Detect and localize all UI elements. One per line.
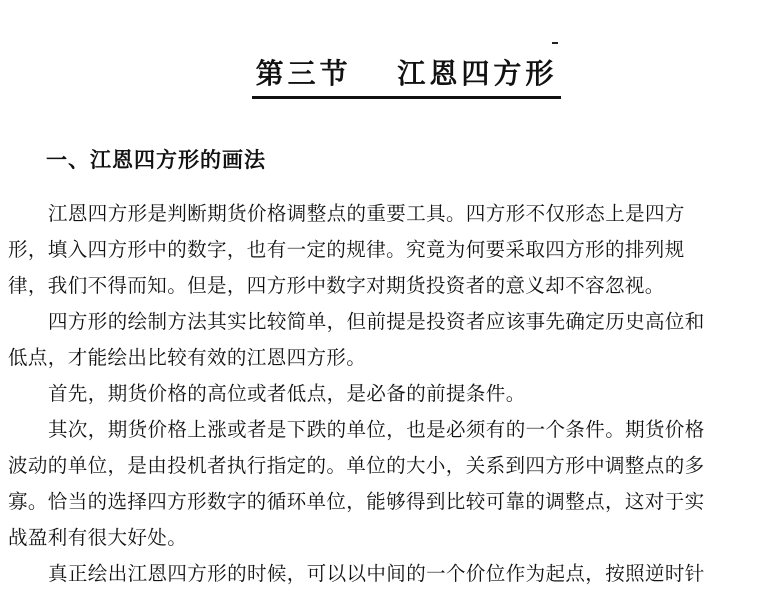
paragraph: [0, 412, 758, 556]
paragraph: [0, 196, 758, 304]
scan-speck: [552, 42, 558, 44]
paragraph: [0, 304, 758, 376]
text-line: 江恩四方形是判断期货价格调整点的重要工具。四方形不仅形态上是四方: [48, 202, 685, 225]
section-title-text: 第三节 江恩四方形: [252, 54, 562, 99]
text-line: 首先，期货价格的高位或者低点，是必备的前提条件。: [48, 382, 526, 405]
text-line: 四方形的绘制方法其实比较简单，但前提是投资者应该事先确定历史高位和: [48, 310, 705, 333]
subsection-heading: 一、江恩四方形的画法: [46, 148, 266, 172]
text-line: 战盈利有很大好处。: [8, 526, 188, 549]
paragraph: [0, 376, 758, 412]
text-line: 律，我们不得而知。但是，四方形中数字对期货投资者的意义却不容忽视。: [8, 274, 665, 297]
text-line: 形，填入四方形中的数字，也有一定的规律。究竟为何要采取四方形的排列规: [8, 238, 685, 261]
section-title: [0, 14, 758, 139]
text-line: 波动的单位，是由投机者执行指定的。单位的大小，关系到四方形中调整点的多: [8, 454, 705, 477]
text-line: 低点，才能绘出比较有效的江恩四方形。: [8, 346, 367, 369]
text-line: 真正绘出江恩四方形的时候，可以以中间的一个价位作为起点，按照逆时针: [48, 562, 705, 585]
paragraph: [0, 556, 758, 592]
text-line: 寡。恰当的选择四方形数字的循环单位，能够得到比较可靠的调整点，这对于实: [8, 490, 705, 513]
body-text: [0, 196, 758, 592]
text-line: 其次，期货价格上涨或者是下跌的单位，也是必须有的一个条件。期货价格: [48, 418, 705, 441]
